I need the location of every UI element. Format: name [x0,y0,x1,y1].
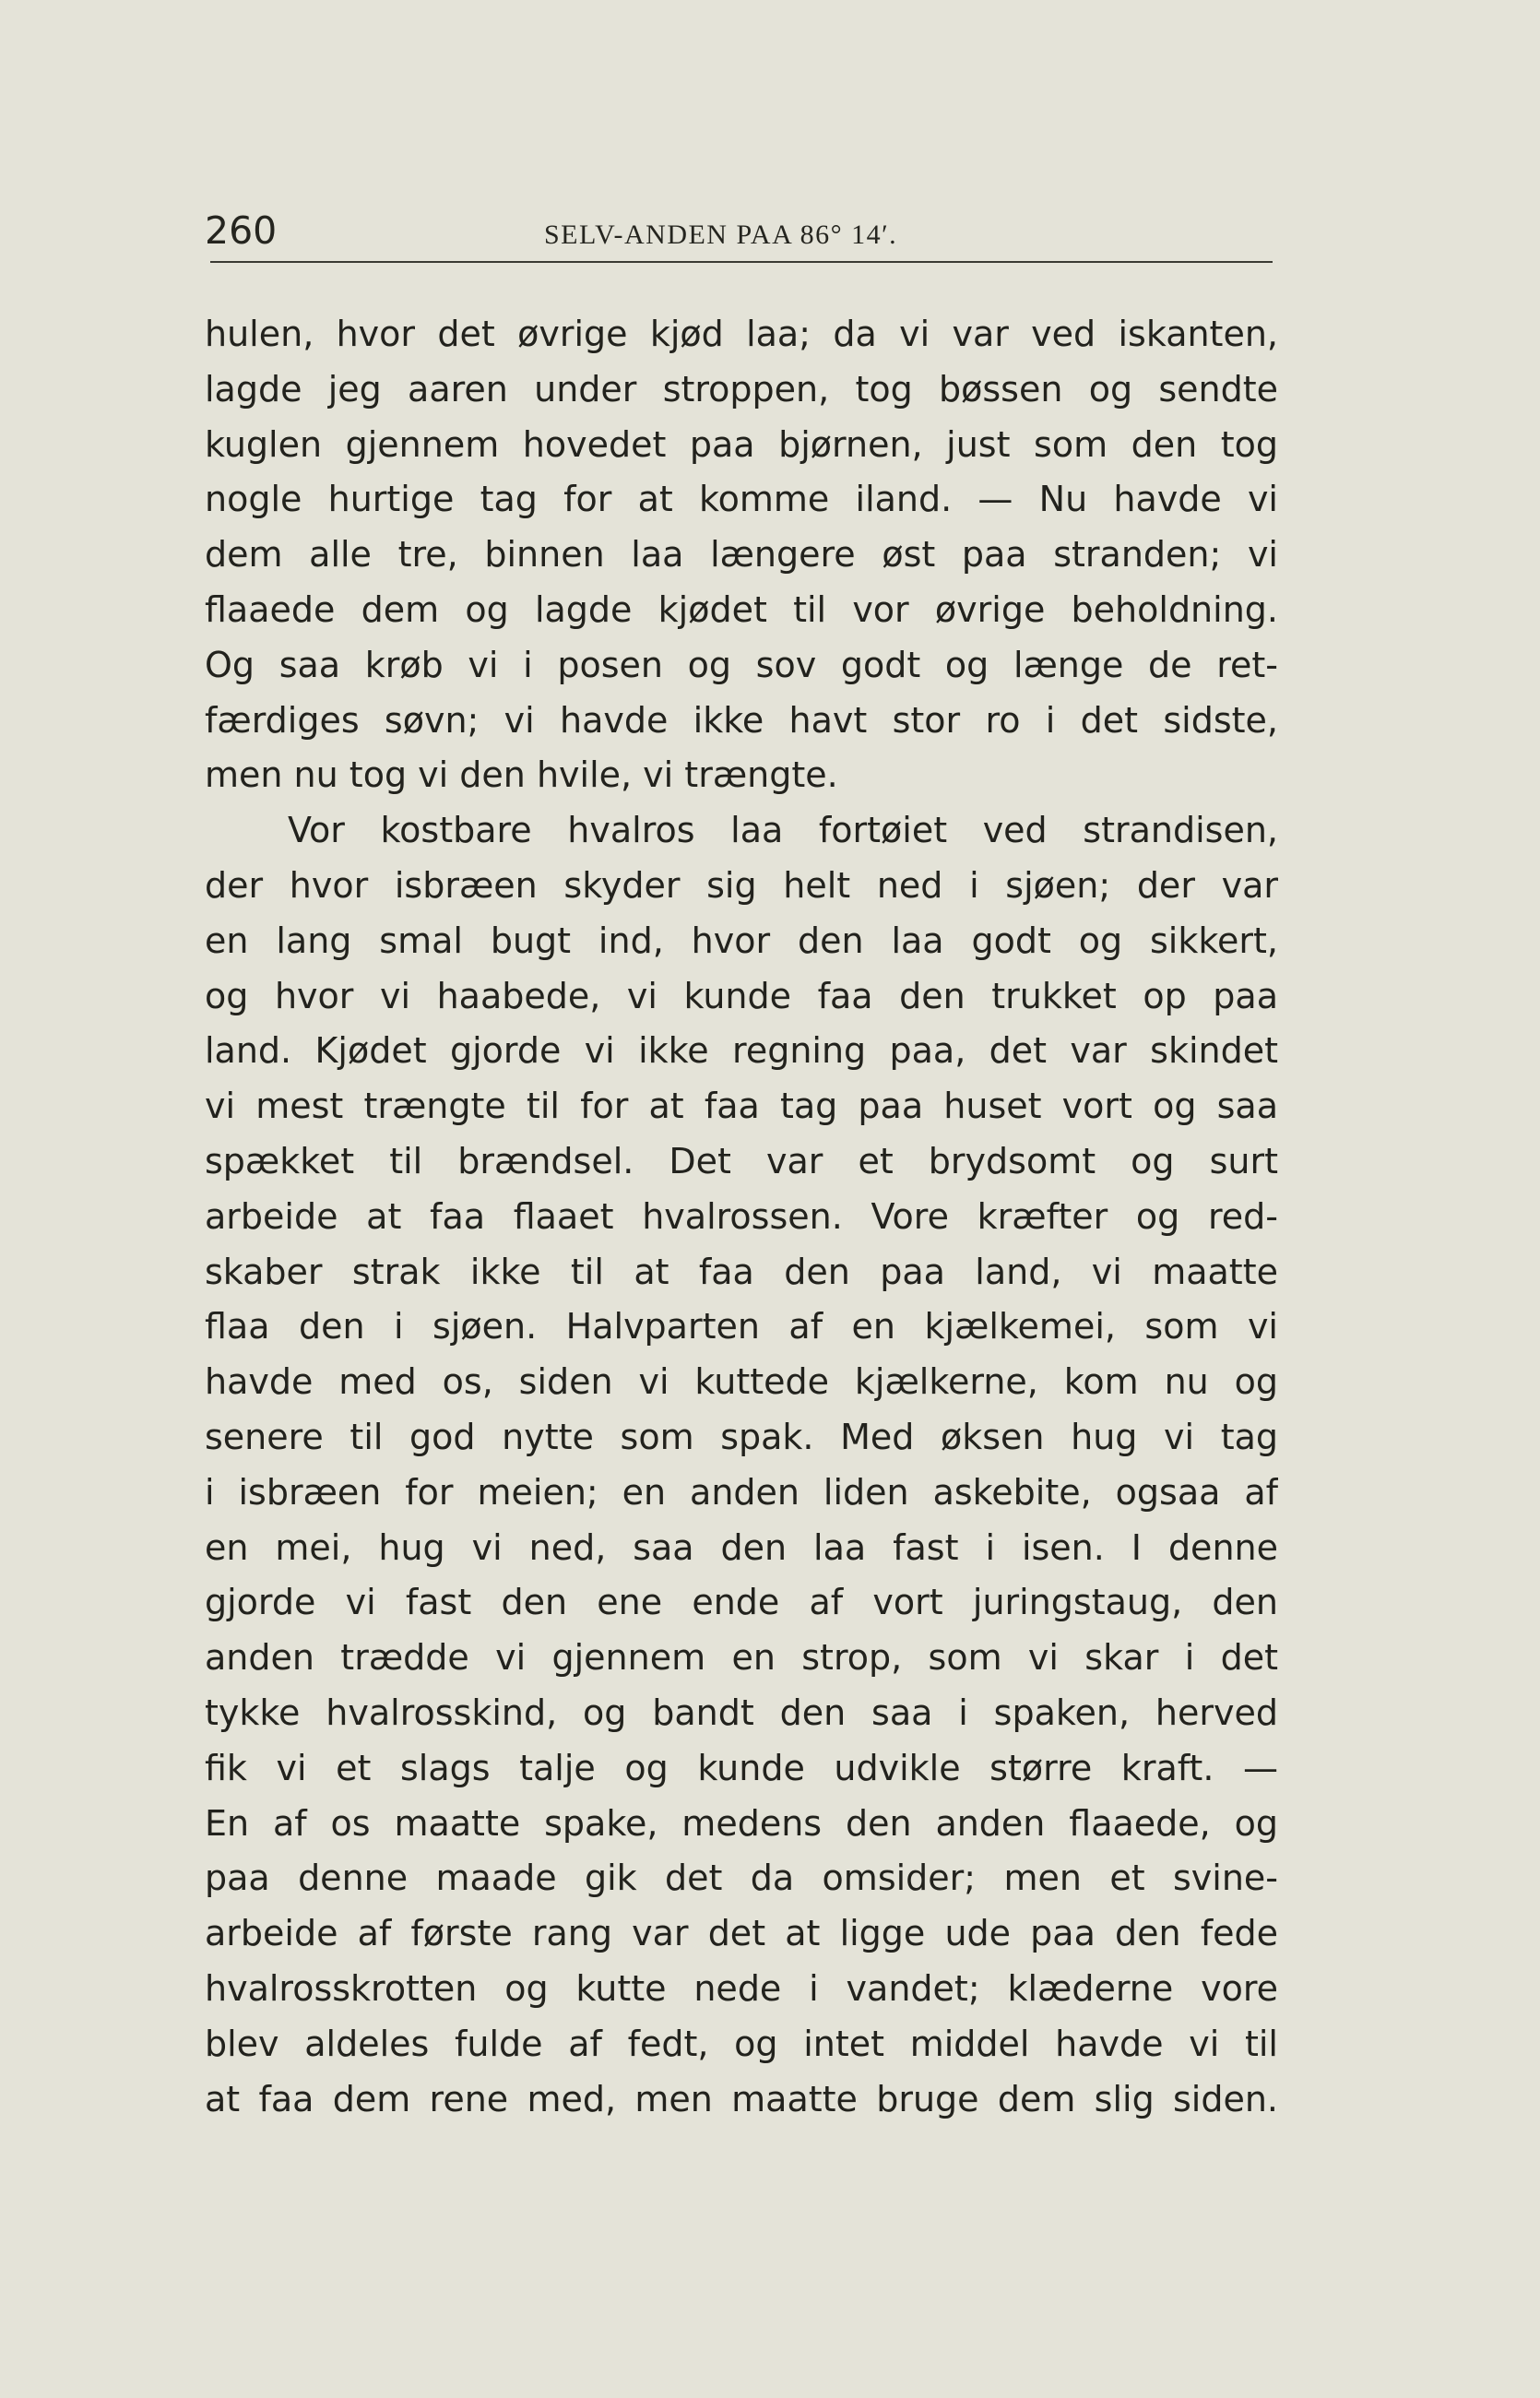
text-line: kuglen gjennem hovedet paa bjørnen, just som den tog [205,423,1278,465]
text-line: anden trædde vi gjennem en strop, som vi skar i det [205,1637,1278,1679]
text-line: dem alle tre, binnen laa længere øst paa stranden; vi [205,534,1278,576]
text-line: spækket til brændsel. Det var et brydsomt og surt [205,1140,1278,1181]
text-line: flaaede dem og lagde kjødet til vor øvrige beholdning. [205,588,1278,630]
running-head [205,205,1274,262]
running-title: SELV-ANDEN PAA 86° 14′. [544,220,898,250]
text-line: havde med os, siden vi kuttede kjælkerne, kom nu og [205,1361,1278,1403]
text-line: en mei, hug vi ned, saa den laa fast i isen. I denne [205,1526,1278,1568]
text-line: tykke hvalrosskind, og bandt den saa i spaken, herved [205,1692,1278,1733]
text-line: land. Kjødet gjorde vi ikke regning paa, det var skindet [205,1030,1278,1072]
text-line: vi mest trængte til for at faa tag paa huset vort og saa [205,1086,1278,1127]
text-line: nogle hurtige tag for at komme iland. — Nu havde vi [205,479,1278,520]
text-line: der hvor isbræen skyder sig helt ned i sjøen; der var [205,864,1278,906]
page-number: 260 [205,208,278,253]
paragraph-start-line: Vor kostbare hvalros laa fortøiet ved strandisen, [288,810,1278,851]
header-rule [210,261,1273,263]
text-line: gjorde vi fast den ene ende af vort juringstaug, den [205,1582,1278,1623]
text-line: en lang smal bugt ind, hvor den laa godt og sikkert, [205,920,1278,961]
text-line: blev aldeles fulde af fedt, og intet middel havde vi til [205,2023,1278,2064]
text-line: at faa dem rene med, men maatte bruge dem slig siden. [205,2078,1278,2119]
paragraph-end-line: men nu tog vi den hvile, vi trængte. [205,754,838,796]
text-line: fik vi et slags talje og kunde udvikle større kraft. — [205,1747,1278,1788]
body-text [205,307,1278,2127]
text-line: arbeide at faa flaaet hvalrossen. Vore kræfter og red- [205,1195,1278,1237]
text-line: hulen, hvor det øvrige kjød laa; da vi var ved iskanten, [205,314,1278,354]
text-line: færdiges søvn; vi havde ikke havt stor ro i det sidste, [205,699,1278,741]
text-line: lagde jeg aaren under stroppen, tog bøssen og sendte [205,368,1278,410]
text-line: paa denne maade gik det da omsider; men et svine- [205,1858,1278,1899]
text-line: skaber strak ikke til at faa den paa land, vi maatte [205,1251,1278,1292]
text-line: hvalrosskrotten og kutte nede i vandet; klæderne vore [205,1967,1278,2009]
text-line: i isbræen for meien; en anden liden askebite, ogsaa af [205,1471,1278,1513]
text-line: Og saa krøb vi i posen og sov godt og længe de ret- [205,644,1278,685]
text-line: arbeide af første rang var det at ligge ude paa den fede [205,1913,1278,1954]
text-line: senere til god nytte som spak. Med øksen hug vi tag [205,1416,1278,1457]
text-line: En af os maatte spake, medens den anden flaaede, og [205,1802,1278,1844]
text-line: og hvor vi haabede, vi kunde faa den trukket op paa [205,975,1278,1016]
text-line: flaa den i sjøen. Halvparten af en kjælkemei, som vi [205,1306,1278,1347]
